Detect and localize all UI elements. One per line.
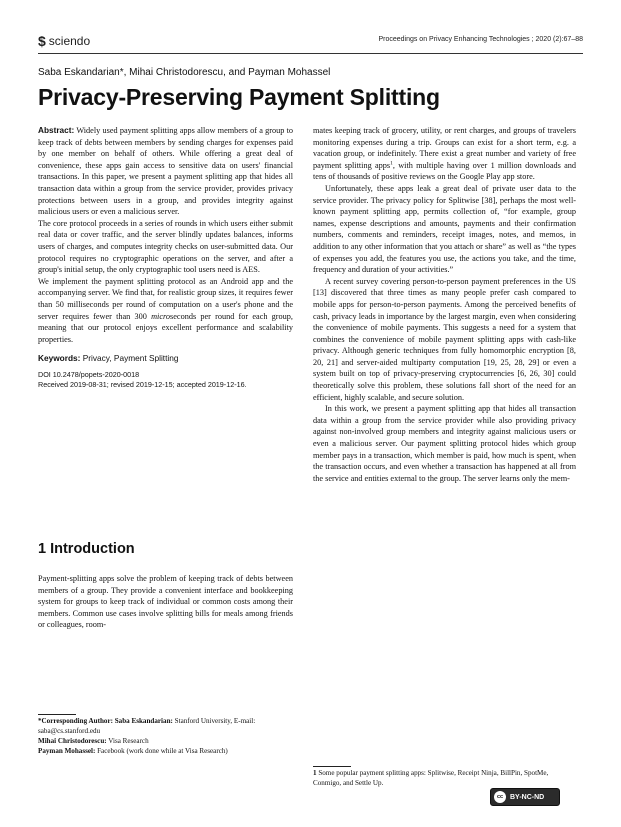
footnote-number: 1: [313, 769, 317, 777]
abstract-text-3a: We implement the payment splitting protocol as an Android app and the accompanying server. We find that, for realistic group sizes, it requires fewer than 50 milliseconds per round of computation on a user's phone and the server requires fewer than 300: [38, 276, 293, 321]
footnote-marker[interactable]: 1: [390, 160, 393, 167]
right-text-1a: mates keeping track of grocery, utility, or rent charges, and groups of travelers monitoring expenses during a trip. Groups can exist for a short term, e.g. a vacation group, or indefinitely. There exist a great number and variety of free payment splitting apps: [313, 126, 576, 170]
footnote-1-text: Stanford University, E-mail: saba@cs.stanford.edu: [38, 717, 256, 735]
abstract-text-3-emphasis: micro: [151, 311, 171, 321]
introduction-heading: 1 Introduction: [38, 541, 135, 557]
left-column: [38, 125, 293, 390]
page-header: [38, 33, 583, 51]
doi: DOI 10.2478/popets-2020-0018: [38, 369, 140, 379]
abstract-paragraph-1: [38, 125, 293, 218]
author-footnotes: [38, 716, 298, 756]
right-paragraph-4: In this work, we present a payment splitting app that hides all transaction data within a group from the service provider while also providing privacy against non-involved group members and integrity against malicious users or even a malicious server. Our payment splitting protocol hides which group member pays in a transaction, which member is paid, how much is spent, when the transaction occurs, and even whether a transaction has happened at all from the service and entities external to the group. The server learns only the mem-: [313, 404, 576, 483]
footnote-rule-left: [38, 714, 76, 715]
footnote-3-text: Facebook (work done while at Visa Research): [95, 747, 228, 755]
abstract-text-3b: seconds per round for each group, meaning that our protocol enjoys excellent performance and scalability properties.: [38, 311, 293, 344]
abstract-text-1: Widely used payment splitting apps allow members of a group to keep track of debts between members by sending charges for expenses paid by one member on behalf of others. While offering a great deal of convenience, these apps gain access to sensitive data on users' financial transactions. In this paper, we present a payment splitting app that hides all transaction data within a group from the service provider, provides privacy protections between users in a group, and provides integrity against malicious users or even a malicious server.: [38, 126, 294, 217]
footnote-3-label: Payman Mohassel:: [38, 747, 96, 755]
abstract-paragraph-2: The core protocol proceeds in a series of rounds in which users either submit real data or cover traffic, and the server blindly updates balances, informs users of charges, and computes integrity checks on user-submitted data. Our protocol requires no cryptographic operations on the server, and after a group's initial setup, the only cryptographic tool users need is AES.: [38, 218, 293, 275]
right-paragraph-1: [313, 125, 576, 183]
author-footnote-2: [38, 736, 298, 746]
footnote-2-text: Visa Research: [106, 737, 149, 745]
footnote-1-label: *Corresponding Author: Saba Eskandarian:: [38, 717, 173, 725]
right-paragraph-3: A recent survey covering person-to-person payment preferences in the US [13] discovered that three times as many people prefer cash compared to mobile apps for person-to-person payments. Among the perceived benefits of cash, privacy leads in importance by the largest margin, even when considering the convenience of mobile payments. This suggests a need for a system that combines the convenience of mobile payment splitting apps with cash-like privacy. Although generic techniques from fully homomorphic encryption [8, 20, 21] and server-aided multiparty computation [19, 25, 28, 29] or even a system built on top of privacy-preserving cryptocurrencies [6, 26, 30] could theoretically solve this problem, these solutions fall short of the need for an efficient, highly scalable, and secure solution.: [313, 276, 576, 402]
author-list: Saba Eskandarian*, Mihai Christodorescu, and Payman Mohassel: [38, 67, 331, 78]
journal-citation: Proceedings on Privacy Enhancing Technologies ; 2020 (2):67–88: [378, 36, 583, 43]
keywords-value: Privacy, Payment Splitting: [82, 353, 179, 364]
received-dates: Received 2019-08-31; revised 2019-12-15; accepted 2019-12-16.: [38, 379, 247, 389]
footnote-rule-right: [313, 766, 351, 767]
header-rule: [38, 53, 583, 54]
sciendo-logo: [38, 33, 90, 49]
footnote-2-label: Mihai Christodorescu:: [38, 737, 107, 745]
footnote-text: Some popular payment splitting apps: Splitwise, Receipt Ninja, BillPin, SpotMe, Conmigo, and Settle Up.: [313, 769, 549, 787]
creative-commons-icon: cc: [494, 791, 506, 803]
keywords-label: Keywords:: [38, 353, 81, 364]
publication-meta: [38, 370, 293, 390]
introduction-paragraph-1: Payment-splitting apps solve the problem of keeping track of debts between members of a group. They provide a convenient interface and bookkeeping system for groups to keep track of individual or common costs among their members. Common use cases involve splitting bills for meals among friends or colleagues, room-: [38, 574, 293, 630]
abstract-label: Abstract:: [38, 126, 75, 135]
cc-license-badge[interactable]: [490, 788, 560, 806]
right-column: [313, 125, 576, 484]
abstract-paragraph-3: [38, 276, 293, 346]
footnote-1: [313, 768, 576, 788]
license-label: BY-NC-ND: [510, 793, 545, 801]
paper-title: Privacy-Preserving Payment Splitting: [38, 84, 440, 110]
author-footnote-3: [38, 746, 298, 756]
logo-text: sciendo: [48, 34, 91, 48]
sciendo-mark-icon: $: [38, 33, 46, 49]
keywords: [38, 353, 293, 365]
author-footnote-1: [38, 716, 298, 736]
right-paragraph-2: Unfortunately, these apps leak a great deal of private user data to the service provider. The privacy policy for Splitwise [38], perhaps the most well-known payment splitting app, permits collection of, “for example, group names, expense descriptions and amounts, payments and their confirmation numbers, comments and reminders, receipt images, notes, and memos, in addition to any other information that you attach or share” as well as “the types of expenses you add, the features you use, the actions you take, and the time, frequency and duration of your activities.”: [313, 183, 576, 275]
right-text-1b: , with multiple having over 1 million downloads and tens of thousands of positive reviews on the Google Play app store.: [313, 160, 576, 182]
